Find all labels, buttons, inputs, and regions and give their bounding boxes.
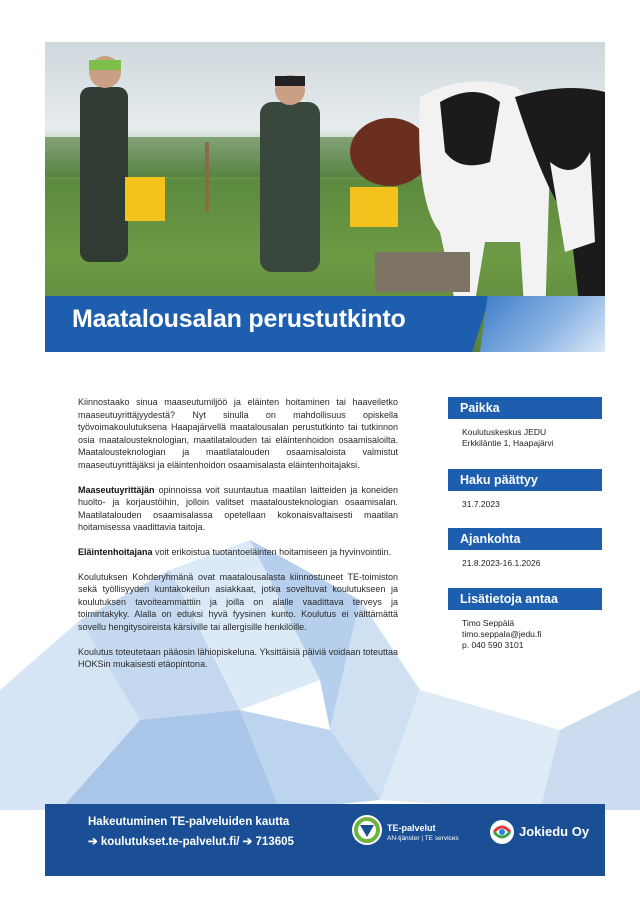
contact-phone: p. 040 590 3101 (462, 640, 524, 650)
period-section (448, 528, 602, 569)
deadline-heading: Haku päättyy (448, 469, 602, 491)
animal-keeper-text: voit erikoistua tuotantoeläinten hoitamiseen ja hyvinvointiin. (152, 546, 392, 557)
place-line-2: Erkkiläntie 1, Haapajärvi (462, 438, 554, 448)
te-palvelut-logo-icon (352, 815, 382, 845)
contact-name: Timo Seppälä (462, 618, 515, 628)
title-band-accent (480, 296, 605, 352)
main-content (78, 396, 398, 683)
contact-heading: Lisätietoja antaa (448, 588, 602, 610)
te-palvelut-subtitle: AN-tjänster | TE services (387, 835, 459, 842)
place-line-1: Koulutuskeskus JEDU (462, 427, 547, 437)
jokiedu-logo-icon (488, 818, 516, 846)
paragraph-animal-keeper (78, 546, 398, 559)
contact-email[interactable]: timo.seppala@jedu.fi (462, 629, 542, 639)
page-title: Maatalousalan perustutkinto (72, 305, 406, 333)
implementation-paragraph: Koulutus toteutetaan pääosin lähiopiskeluna. Yksittäisiä päiviä voidaan toteuttaa HOKSin mukaisesti etäopintona. (78, 646, 398, 670)
place-details (448, 419, 602, 449)
contact-section (448, 588, 602, 651)
intro-paragraph: Kiinnostaako sinua maaseutumiljöö ja eläinten hoitaminen tai haaveiletko maaseutuyrittäjyydestä? Nyt sinulla on mahdollisuus opiskella työvoimakoulutuksena Haapajärvellä maatalousalan perustutkinto tai tutkinnon osia maatalousteknologian, maatilatalouden tai eläintenhoidon osaamisaloilta. Maatalousteknologian ja maatilatalouden osaamisaloista valmistut maaseutuyrittäjäksi ja eläintenhoidon osaamisalasta eläintenhoitajaksi. (78, 397, 398, 470)
te-palvelut-name: TE-palvelut (387, 823, 436, 833)
period-heading: Ajankohta (448, 528, 602, 550)
period-value: 21.8.2023-16.1.2026 (462, 558, 541, 568)
place-section (448, 397, 602, 449)
deadline-value: 31.7.2023 (462, 499, 500, 509)
target-group-paragraph: Koulutuksen Kohderyhmänä ovat maatalousalasta kiinnostuneet TE-toimiston sekä työllisyyden kuntakokeilun asiakkaat, jotka soveltuvat koulutukseen ja koulutuksen tavoiteammattiin ja joilla on alalle vaadittava terveys ja toimintakyky. Alalla on eduksi hyvä fyysinen kunto. Koulutus ei välttämättä sovellu hengitysoireista kärsiville tai allergisille henkilöille. (78, 571, 398, 632)
entrepreneur-heading: Maaseutuyrittäjän (78, 484, 155, 495)
paragraph-entrepreneur (78, 484, 398, 534)
deadline-section (448, 469, 602, 510)
jokiedu-name: Jokiedu Oy (519, 824, 590, 839)
animal-keeper-heading: Eläintenhoitajana (78, 546, 153, 557)
apply-link[interactable]: ➔ koulutukset.te-palvelut.fi/ ➔ 713605 (88, 836, 294, 848)
entrepreneur-text: opinnoissa voit suuntautua maatilan laitteiden ja koneiden huolto- ja korjaustöihin, jolloin valitset maatalousteknologian osaamisalan. Maatilatalouden osaamisalassa opetellaan kokonaisvaltaisesti maatilan hoitamisessa vaadittavia taitoja. (78, 484, 398, 533)
contact-details (448, 610, 602, 651)
apply-line: Hakeutuminen TE-palveluiden kautta (88, 816, 290, 828)
place-heading: Paikka (448, 397, 602, 419)
